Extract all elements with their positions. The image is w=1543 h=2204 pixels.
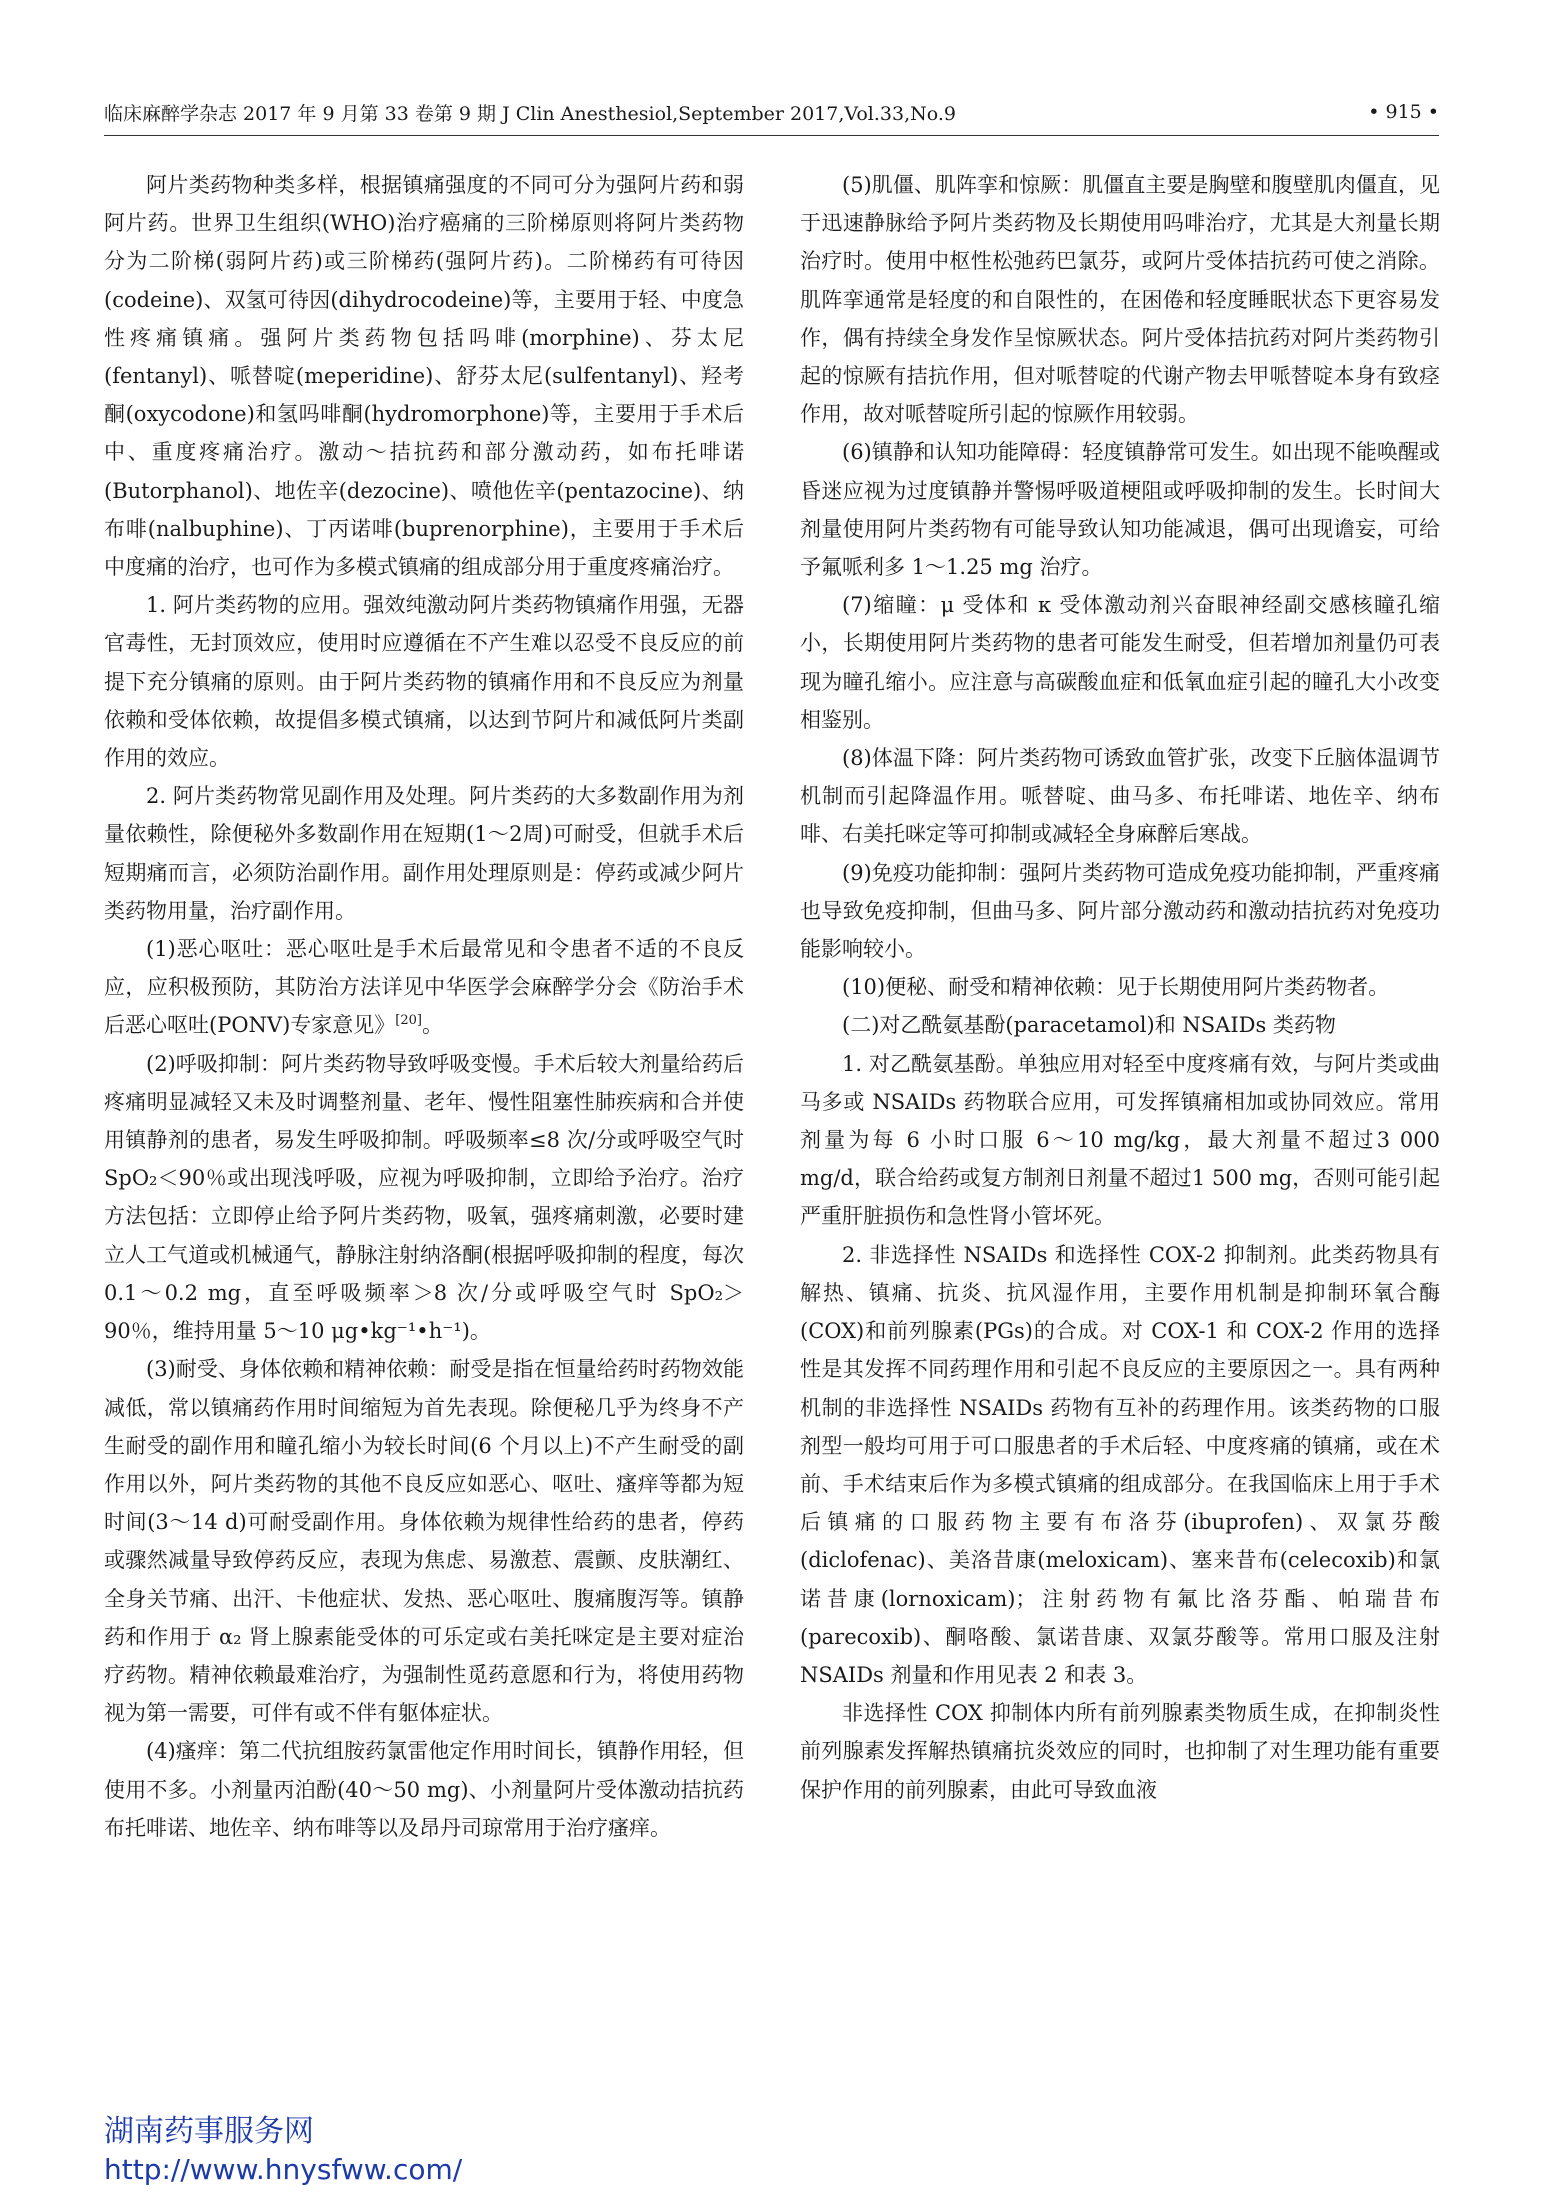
paragraph-immune-suppression: (9)免疫功能抑制：强阿片类药物可造成免疫功能抑制，严重疼痛也导致免疫抑制，但曲马多、阿片部分激动药和激动拮抗药对免疫功能影响较小。 — [800, 860, 1440, 962]
paragraph-opioid-application: 1. 阿片类药物的应用。强效纯激动阿片类药物镇痛作用强，无器官毒性，无封顶效应，使用时应遵循在不产生难以忍受不良反应的前提下充分镇痛的原则。由于阿片类药物的镇痛作用和不良反应为剂量依赖和受体依赖，故提倡多模式镇痛，以达到节阿片和减低阿片类副作用的效应。 — [104, 593, 744, 771]
paragraph-constipation: (10)便秘、耐受和精神依赖：见于长期使用阿片类药物者。 — [842, 975, 1390, 1000]
paragraph-respiratory-depression: (2)呼吸抑制：阿片类药物导致呼吸变慢。手术后较大剂量给药后疼痛明显减轻又未及时调整剂量、老年、慢性阻塞性肺疾病和合并使用镇静剂的患者，易发生呼吸抑制。呼吸频率≤8 次/分或呼吸空气时 SpO₂＜90％或出现浅呼吸，应视为呼吸抑制，立即给予治疗。治疗方法包括：立即停止给予阿片类药物，吸氧，强疼痛刺激，必要时建立人工气道或机械通气，静脉注射纳洛酮(根据呼吸抑制的程度，每次 0.1～0.2 mg，直至呼吸频率＞8 次/分或呼吸空气时 SpO₂＞90％，维持用量 5～10 μg•kg⁻¹•h⁻¹)。 — [104, 1051, 744, 1344]
header-rule — [104, 135, 1439, 136]
watermark-site-name: 湖南药事服务网 — [104, 2114, 314, 2149]
paragraph-nausea-vomiting: (1)恶心呕吐：恶心呕吐是手术后最常见和令患者不适的不良反应，应积极预防，其防治方法详见中华医学会麻醉学分会《防治手术后恶心呕吐(PONV)专家意见》[20]。 — [104, 937, 744, 1038]
paragraph-muscle-rigidity: (5)肌僵、肌阵挛和惊厥：肌僵直主要是胸壁和腹壁肌肉僵直，见于迅速静脉给予阿片类药物及长期使用吗啡治疗，尤其是大剂量长期治疗时。使用中枢性松弛药巴氯芬，或阿片受体拮抗药可使之消除。肌阵挛通常是轻度的和自限性的，在困倦和轻度睡眠状态下更容易发作，偶有持续全身发作呈惊厥状态。阿片受体拮抗药对阿片类药物引起的惊厥有拮抗作用，但对哌替啶的代谢产物去甲哌替啶本身有致痉作用，故对哌替啶所引起的惊厥作用较弱。 — [800, 173, 1440, 427]
paragraph-nsaids-cox2: 2. 非选择性 NSAIDs 和选择性 COX-2 抑制剂。此类药物具有解热、镇痛、抗炎、抗风湿作用，主要作用机制是抑制环氧合酶(COX)和前列腺素(PGs)的合成。对 COX-1 和 COX-2 作用的选择性是其发挥不同药理作用和引起不良反应的主要原因之一。具有两种机制的非选择性 NSAIDs 药物有互补的药理作用。该类药物的口服剂型一般均可用于可口服患者的手术后轻、中度疼痛的镇痛，或在术前、手术结束后作为多模式镇痛的组成部分。在我国临床上用于手术后镇痛的口服药物主要有布洛芬(ibuprofen)、双氯芬酸(diclofenac)、美洛昔康(meloxicam)、塞来昔布(celecoxib)和氯诺昔康(lornoxicam)；注射药物有氟比洛芬酯、帕瑞昔布(parecoxib)、酮咯酸、氯诺昔康、双氯芬酸等。常用口服及注射 NSAIDs 剂量和作用见表 2 和表 3。 — [800, 1242, 1440, 1687]
paragraph-opioid-types: 阿片类药物种类多样，根据镇痛强度的不同可分为强阿片药和弱阿片药。世界卫生组织(WHO)治疗癌痛的三阶梯原则将阿片类药物分为二阶梯(弱阿片药)或三阶梯药(强阿片药)。二阶梯药有可待因(codeine)、双氢可待因(dihydrocodeine)等，主要用于轻、中度急性疼痛镇痛。强阿片类药物包括吗啡(morphine)、芬太尼(fentanyl)、哌替啶(meperidine)、舒芬太尼(sulfentanyl)、羟考酮(oxycodone)和氢吗啡酮(hydromorphone)等，主要用于手术后中、重度疼痛治疗。激动～拮抗药和部分激动药，如布托啡诺(Butorphanol)、地佐辛(dezocine)、喷他佐辛(pentazocine)、纳布啡(nalbuphine)、丁丙诺啡(buprenorphine)，主要用于手术后中度痛的治疗，也可作为多模式镇痛的组成部分用于重度疼痛治疗。 — [104, 173, 744, 580]
paragraph-cox-inhibition: 非选择性 COX 抑制体内所有前列腺素类物质生成，在抑制炎性前列腺素发挥解热镇痛抗炎效应的同时，也抑制了对生理功能有重要保护作用的前列腺素，由此可导致血液 — [800, 1701, 1440, 1802]
site-watermark — [104, 2112, 462, 2188]
paragraph-sedation: (6)镇静和认知功能障碍：轻度镇静常可发生。如出现不能唤醒或昏迷应视为过度镇静并警惕呼吸道梗阻或呼吸抑制的发生。长时间大剂量使用阿片类药物有可能导致认知功能减退，偶可出现谵妄，可给予氟哌利多 1～1.25 mg 治疗。 — [800, 440, 1440, 580]
running-header — [104, 94, 1439, 130]
journal-citation: 临床麻醉学杂志 2017 年 9 月第 33 卷第 9 期 J Clin Anesthesiol,September 2017,Vol.33,No.9 — [104, 102, 956, 125]
right-column — [800, 166, 1440, 1809]
paragraph-pruritus: (4)瘙痒：第二代抗组胺药氯雷他定作用时间长，镇静作用轻，但使用不多。小剂量丙泊酚(40～50 mg)、小剂量阿片受体激动拮抗药布托啡诺、地佐辛、纳布啡等以及昂丹司琼常用于治疗瘙痒。 — [104, 1739, 744, 1840]
paragraph-hypothermia: (8)体温下降：阿片类药物可诱致血管扩张，改变下丘脑体温调节机制而引起降温作用。哌替啶、曲马多、布托啡诺、地佐辛、纳布啡、右美托咪定等可抑制或减轻全身麻醉后寒战。 — [800, 746, 1440, 847]
paragraph-opioid-side-effects: 2. 阿片类药物常见副作用及处理。阿片类药的大多数副作用为剂量依赖性，除便秘外多数副作用在短期(1～2周)可耐受，但就手术后短期痛而言，必须防治副作用。副作用处理原则是：停药或减少阿片类药物用量，治疗副作用。 — [104, 784, 744, 923]
paragraph-tolerance-dependence: (3)耐受、身体依赖和精神依赖：耐受是指在恒量给药时药物效能减低，常以镇痛药作用时间缩短为首先表现。除便秘几乎为终身不产生耐受的副作用和瞳孔缩小为较长时间(6 个月以上)不产生耐受的副作用以外，阿片类药物的其他不良反应如恶心、呕吐、瘙痒等都为短时间(3～14 d)可耐受副作用。身体依赖为规律性给药的患者，停药或骤然减量导致停药反应，表现为焦虑、易激惹、震颤、皮肤潮红、全身关节痛、出汗、卡他症状、发热、恶心呕吐、腹痛腹泻等。镇静药和作用于 α₂ 肾上腺素能受体的可乐定或右美托咪定是主要对症治疗药物。精神依赖最难治疗，为强制性觅药意愿和行为，将使用药物视为第一需要，可伴有或不伴有躯体症状。 — [104, 1357, 744, 1726]
page-number: • 915 • — [1368, 101, 1439, 123]
citation-ref: [20] — [395, 1013, 422, 1029]
watermark-url[interactable]: http://www.hnysfww.com/ — [104, 2153, 463, 2186]
paragraph-paracetamol: 1. 对乙酰氨基酚。单独应用对轻至中度疼痛有效，与阿片类或曲马多或 NSAIDs 药物联合应用，可发挥镇痛相加或协同效应。常用剂量为每 6 小时口服 6～10 mg/kg，最大剂量不超过3 000 mg/d，联合给药或复方制剂日剂量不超过1 500 mg，否则可能引起严重肝脏损伤和急性肾小管坏死。 — [800, 1051, 1440, 1229]
paragraph-miosis: (7)缩瞳：μ 受体和 κ 受体激动剂兴奋眼神经副交感核瞳孔缩小，长期使用阿片类药物的患者可能发生耐受，但若增加剂量仍可表现为瞳孔缩小。应注意与高碳酸血症和低氧血症引起的瞳孔大小改变相鉴别。 — [800, 593, 1440, 732]
left-column — [104, 166, 744, 1847]
section-heading-nsaids: (二)对乙酰氨基酚(paracetamol)和 NSAIDs 类药物 — [842, 1013, 1336, 1038]
